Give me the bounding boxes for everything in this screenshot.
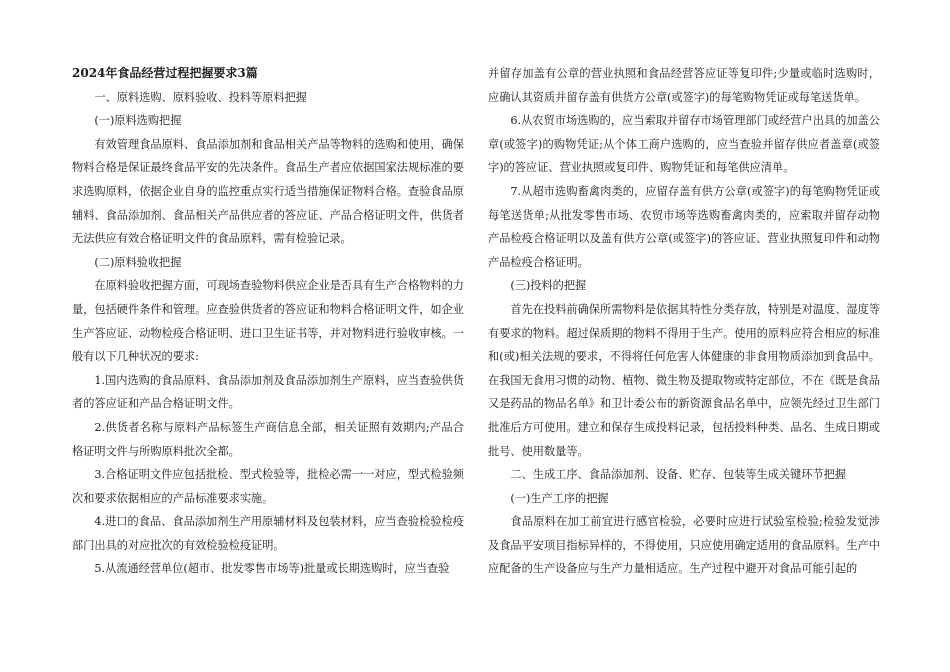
list-item: 7.从超市选购畜禽肉类的，应留存盖有供方公章(或签字)的每笔购物凭证或每笔送货单;从批发零售市场、农贸市场等选购畜禽肉类的，应索取并留存动物产品检疫合格证明以及盖有供方公章(或签字)的答应证、营业执照复印件和动物产品检疫合格证明。 — [488, 184, 880, 269]
paragraph: 食品原料在加工前宜进行感官检验，必要时应进行试验室检验;检验发觉涉及食品平安项目指标异样的，不得使用，只应使用确定适用的食品原料。生产中应配备的生产设备应与生产力量相适应。生产过程中避开对食品可能引起的 — [488, 515, 880, 576]
subsection-heading-1: (一)原料选购把握 — [94, 114, 182, 128]
section-heading-2: 二、生成工序、食品添加剂、设备、贮存、包装等生成关键环节把握 — [510, 468, 847, 482]
paragraph: 在原料验收把握方面，可现场查验物料供应企业是否具有生产合格物料的力量，包括硬件条件和管理。应查验供货者的答应证和物料合格证明文件，如企业生产答应证、动物检疫合格证明、进口卫生证书等，并对物料进行验收审核。一般有以下几种状况的要求: — [72, 279, 464, 364]
list-item: 1.国内选购的食品原料、食品添加剂及食品添加剂生产原料，应当查验供货者的答应证和产品合格证明文件。 — [72, 373, 464, 411]
section-heading-1: 一、原料选购、原料验收、投料等原料把握 — [94, 90, 307, 104]
list-item: 4.进口的食品、食品添加剂生产用原辅材料及包装材料，应当查验检验检疫部门出具的对应批次的有效检验检疫证明。 — [72, 515, 464, 552]
paragraph: 有效管理食品原料、食品添加剂和食品相关产品等物料的选购和使用，确保物料合格是保证最终食品平安的先决条件。食品生产者应依据国家法规标准的要求选购原料，依据企业自身的监控重点实行适当措施保证物料合格。查验食品原辅料、食品添加剂、食品相关产品供应者的答应证、产品合格证明文件，供货者无法供应有效合格证明文件的食品原料，需有检验记录。 — [72, 137, 464, 246]
list-item-continuation: 并留存加盖有公章的营业执照和食品经营答应证等复印件;少量或临时选购时，应确认其资质并留存盖有供货方公章(或签字)的每笔购物凭证或每笔送货单。 — [488, 67, 880, 104]
right-column — [488, 62, 880, 581]
left-column — [72, 62, 464, 581]
list-item: 3.合格证明文件应包括批检、型式检验等，批检必需一一对应，型式检验频次和要求依据相应的产品标准要求实施。 — [72, 468, 464, 505]
subsection-heading-2: (二)原料验收把握 — [94, 255, 182, 269]
paragraph: 首先在投料前确保所需物料是依据其特性分类存放，特别是对温度、湿度等有要求的物料。超过保质期的物料不得用于生产。使用的原料应符合相应的标准和(或)相关法规的要求，不得将任何危害人体健康的非食用物质添加到食品中。在我国无食用习惯的动物、植物、微生物及提取物或特定部位，不在《既是食品又是药品的物品名单》和卫计委公布的新资源食品名单中，应领先经过卫生部门批准后方可使用。建立和保存生成投料记录，包括投料种类、品名、生成日期或批号、使用数量等。 — [488, 302, 880, 458]
list-item: 5.从流通经营单位(超市、批发零售市场等)批量或长期选购时，应当查验 — [94, 562, 450, 576]
subsection-heading-3: (三)投料的把握 — [510, 279, 587, 293]
list-item: 2.供货者名称与原料产品标签生产商信息全部，相关证照有效期内;产品合格证明文件与所购原料批次全都。 — [72, 420, 464, 458]
subsection-heading-4: (一)生产工序的把握 — [510, 491, 609, 505]
document-title: 2024年食品经营过程把握要求3篇 — [72, 66, 258, 80]
list-item: 6.从农贸市场选购的，应当索取并留存市场管理部门或经营户出具的加盖公章(或签字)的购物凭证;从个体工商户选购的，应当查验并留存供应者盖章(或签字)的答应证、营业执照或复印件、购物凭证和每笔供应清单。 — [488, 114, 880, 175]
